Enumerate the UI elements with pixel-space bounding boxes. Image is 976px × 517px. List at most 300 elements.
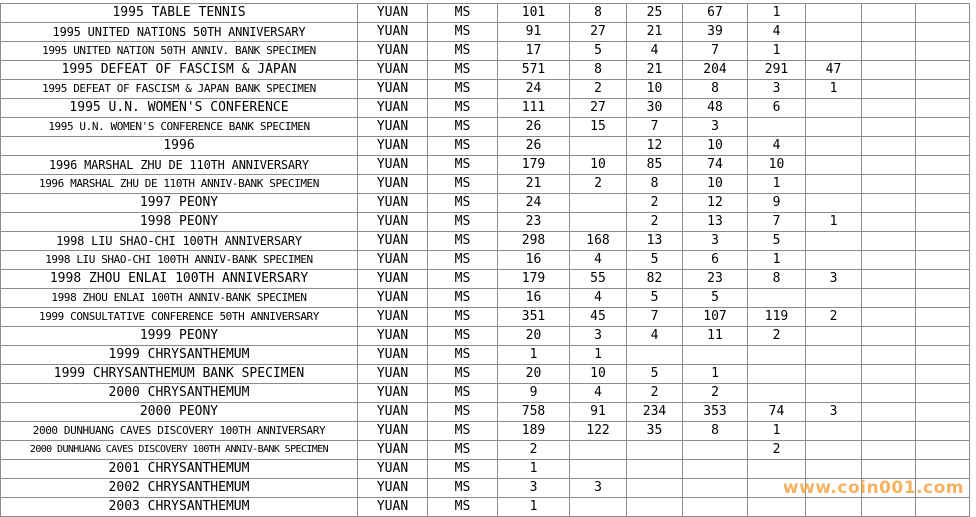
cell-grade-3: 67 xyxy=(683,4,748,23)
cell-empty xyxy=(916,384,970,403)
cell-grade-3: 3 xyxy=(683,118,748,137)
cell-grade-2: 30 xyxy=(627,99,683,118)
cell-grade-5 xyxy=(806,156,862,175)
cell-total: 1 xyxy=(498,460,570,479)
cell-type: MS xyxy=(428,156,498,175)
table-row xyxy=(1,365,970,384)
cell-empty xyxy=(916,194,970,213)
cell-grade-3: 12 xyxy=(683,194,748,213)
cell-grade-5 xyxy=(806,289,862,308)
cell-grade-4: 5 xyxy=(748,232,806,251)
cell-coin-name: 1995 TABLE TENNIS xyxy=(1,4,358,23)
cell-total: 16 xyxy=(498,251,570,270)
cell-empty xyxy=(916,80,970,99)
cell-denomination: YUAN xyxy=(358,384,428,403)
cell-grade-3 xyxy=(683,498,748,517)
cell-grade-2: 4 xyxy=(627,327,683,346)
cell-empty xyxy=(916,175,970,194)
cell-denomination: YUAN xyxy=(358,118,428,137)
cell-coin-name: 1995 UNITED NATION 50TH ANNIV. BANK SPECIMEN xyxy=(1,42,358,61)
cell-total: 3 xyxy=(498,479,570,498)
cell-total: 17 xyxy=(498,42,570,61)
cell-grade-1: 168 xyxy=(570,232,627,251)
cell-coin-name: 1995 U.N. WOMEN'S CONFERENCE BANK SPECIMEN xyxy=(1,118,358,137)
cell-grade-5 xyxy=(806,251,862,270)
cell-coin-name: 1998 ZHOU ENLAI 100TH ANNIVERSARY xyxy=(1,270,358,289)
cell-grade-5: 1 xyxy=(806,80,862,99)
cell-type: MS xyxy=(428,441,498,460)
cell-grade-2: 7 xyxy=(627,308,683,327)
table-row xyxy=(1,232,970,251)
cell-grade-2: 8 xyxy=(627,175,683,194)
cell-grade-1 xyxy=(570,498,627,517)
cell-empty xyxy=(862,365,916,384)
cell-grade-4: 6 xyxy=(748,99,806,118)
cell-grade-2: 10 xyxy=(627,80,683,99)
table-row xyxy=(1,156,970,175)
cell-total: 9 xyxy=(498,384,570,403)
cell-type: MS xyxy=(428,327,498,346)
cell-grade-2: 21 xyxy=(627,61,683,80)
cell-empty xyxy=(862,270,916,289)
cell-type: MS xyxy=(428,460,498,479)
cell-grade-5: 3 xyxy=(806,403,862,422)
cell-grade-5 xyxy=(806,42,862,61)
cell-empty xyxy=(916,23,970,42)
cell-grade-4 xyxy=(748,498,806,517)
cell-grade-2: 7 xyxy=(627,118,683,137)
cell-grade-2: 234 xyxy=(627,403,683,422)
cell-type: MS xyxy=(428,308,498,327)
cell-empty xyxy=(916,61,970,80)
cell-grade-3: 204 xyxy=(683,61,748,80)
cell-denomination: YUAN xyxy=(358,479,428,498)
cell-total: 24 xyxy=(498,80,570,99)
cell-grade-5 xyxy=(806,23,862,42)
cell-grade-3: 7 xyxy=(683,42,748,61)
cell-denomination: YUAN xyxy=(358,194,428,213)
cell-coin-name: 1997 PEONY xyxy=(1,194,358,213)
cell-denomination: YUAN xyxy=(358,80,428,99)
cell-type: MS xyxy=(428,403,498,422)
cell-grade-2: 12 xyxy=(627,137,683,156)
cell-empty xyxy=(862,441,916,460)
cell-grade-5 xyxy=(806,137,862,156)
table-row xyxy=(1,175,970,194)
cell-denomination: YUAN xyxy=(358,251,428,270)
cell-denomination: YUAN xyxy=(358,270,428,289)
cell-type: MS xyxy=(428,289,498,308)
cell-empty xyxy=(916,99,970,118)
cell-grade-2: 13 xyxy=(627,232,683,251)
cell-type: MS xyxy=(428,346,498,365)
cell-grade-4 xyxy=(748,346,806,365)
cell-grade-4: 2 xyxy=(748,327,806,346)
cell-grade-3: 74 xyxy=(683,156,748,175)
cell-grade-3: 8 xyxy=(683,422,748,441)
cell-empty xyxy=(916,460,970,479)
cell-empty xyxy=(916,346,970,365)
cell-grade-4 xyxy=(748,289,806,308)
table-row xyxy=(1,422,970,441)
cell-grade-3: 10 xyxy=(683,137,748,156)
cell-grade-5 xyxy=(806,232,862,251)
cell-empty xyxy=(916,270,970,289)
cell-grade-4 xyxy=(748,460,806,479)
cell-type: MS xyxy=(428,99,498,118)
cell-grade-2 xyxy=(627,346,683,365)
cell-grade-2: 35 xyxy=(627,422,683,441)
cell-grade-2: 5 xyxy=(627,251,683,270)
cell-grade-1: 10 xyxy=(570,365,627,384)
cell-total: 1 xyxy=(498,346,570,365)
cell-grade-1 xyxy=(570,137,627,156)
cell-total: 758 xyxy=(498,403,570,422)
cell-empty xyxy=(862,422,916,441)
cell-grade-1 xyxy=(570,441,627,460)
cell-denomination: YUAN xyxy=(358,4,428,23)
cell-grade-4: 74 xyxy=(748,403,806,422)
cell-coin-name: 1995 DEFEAT OF FASCISM & JAPAN xyxy=(1,61,358,80)
cell-total: 20 xyxy=(498,327,570,346)
table-row xyxy=(1,61,970,80)
cell-empty xyxy=(916,232,970,251)
cell-grade-4: 1 xyxy=(748,175,806,194)
cell-grade-1: 2 xyxy=(570,80,627,99)
cell-grade-4 xyxy=(748,118,806,137)
table-row xyxy=(1,194,970,213)
cell-grade-3 xyxy=(683,460,748,479)
cell-grade-3: 3 xyxy=(683,232,748,251)
cell-coin-name: 1996 MARSHAL ZHU DE 110TH ANNIV-BANK SPECIMEN xyxy=(1,175,358,194)
cell-grade-2 xyxy=(627,479,683,498)
cell-empty xyxy=(862,80,916,99)
cell-grade-1: 4 xyxy=(570,384,627,403)
cell-empty xyxy=(862,23,916,42)
cell-denomination: YUAN xyxy=(358,23,428,42)
cell-empty xyxy=(862,498,916,517)
cell-coin-name: 2003 CHRYSANTHEMUM xyxy=(1,498,358,517)
cell-type: MS xyxy=(428,175,498,194)
cell-grade-5 xyxy=(806,99,862,118)
cell-grade-5 xyxy=(806,441,862,460)
cell-empty xyxy=(862,42,916,61)
cell-type: MS xyxy=(428,213,498,232)
cell-grade-1 xyxy=(570,194,627,213)
cell-total: 111 xyxy=(498,99,570,118)
cell-coin-name: 2000 DUNHUANG CAVES DISCOVERY 100TH ANNIVERSARY xyxy=(1,422,358,441)
cell-grade-1: 3 xyxy=(570,479,627,498)
cell-grade-4: 1 xyxy=(748,42,806,61)
table-row xyxy=(1,80,970,99)
cell-grade-1: 8 xyxy=(570,61,627,80)
cell-type: MS xyxy=(428,23,498,42)
table-body xyxy=(1,4,970,517)
cell-grade-4: 1 xyxy=(748,422,806,441)
cell-grade-2: 82 xyxy=(627,270,683,289)
cell-empty xyxy=(862,194,916,213)
cell-grade-3: 6 xyxy=(683,251,748,270)
cell-grade-3 xyxy=(683,441,748,460)
cell-grade-1: 10 xyxy=(570,156,627,175)
cell-total: 23 xyxy=(498,213,570,232)
table-row xyxy=(1,403,970,422)
cell-total: 16 xyxy=(498,289,570,308)
cell-grade-1: 8 xyxy=(570,4,627,23)
cell-grade-1: 4 xyxy=(570,251,627,270)
cell-grade-2 xyxy=(627,460,683,479)
cell-grade-1: 4 xyxy=(570,289,627,308)
cell-denomination: YUAN xyxy=(358,346,428,365)
cell-coin-name: 1998 LIU SHAO-CHI 100TH ANNIVERSARY xyxy=(1,232,358,251)
cell-type: MS xyxy=(428,232,498,251)
table-row xyxy=(1,498,970,517)
cell-grade-5: 2 xyxy=(806,308,862,327)
cell-coin-name: 1996 xyxy=(1,137,358,156)
cell-grade-1 xyxy=(570,213,627,232)
cell-grade-5: 3 xyxy=(806,270,862,289)
cell-empty xyxy=(862,346,916,365)
cell-grade-4: 2 xyxy=(748,441,806,460)
cell-type: MS xyxy=(428,270,498,289)
cell-type: MS xyxy=(428,42,498,61)
cell-denomination: YUAN xyxy=(358,441,428,460)
cell-empty xyxy=(916,327,970,346)
cell-empty xyxy=(862,118,916,137)
cell-grade-4: 3 xyxy=(748,80,806,99)
cell-coin-name: 2000 CHRYSANTHEMUM xyxy=(1,384,358,403)
cell-total: 1 xyxy=(498,498,570,517)
cell-empty xyxy=(916,156,970,175)
table-row xyxy=(1,441,970,460)
table-row xyxy=(1,137,970,156)
cell-grade-2 xyxy=(627,441,683,460)
cell-grade-3: 1 xyxy=(683,365,748,384)
cell-grade-1: 15 xyxy=(570,118,627,137)
cell-denomination: YUAN xyxy=(358,156,428,175)
cell-total: 21 xyxy=(498,175,570,194)
cell-type: MS xyxy=(428,4,498,23)
cell-total: 179 xyxy=(498,156,570,175)
cell-coin-name: 2002 CHRYSANTHEMUM xyxy=(1,479,358,498)
table-row xyxy=(1,384,970,403)
cell-grade-1: 55 xyxy=(570,270,627,289)
table-row xyxy=(1,251,970,270)
cell-type: MS xyxy=(428,498,498,517)
cell-empty xyxy=(916,4,970,23)
table-row xyxy=(1,270,970,289)
cell-grade-3: 107 xyxy=(683,308,748,327)
cell-grade-5 xyxy=(806,346,862,365)
cell-coin-name: 1995 U.N. WOMEN'S CONFERENCE xyxy=(1,99,358,118)
table-row xyxy=(1,213,970,232)
cell-grade-1: 2 xyxy=(570,175,627,194)
cell-empty xyxy=(916,403,970,422)
cell-empty xyxy=(916,137,970,156)
cell-total: 101 xyxy=(498,4,570,23)
cell-grade-1: 3 xyxy=(570,327,627,346)
cell-type: MS xyxy=(428,479,498,498)
cell-grade-2: 5 xyxy=(627,289,683,308)
table-row xyxy=(1,42,970,61)
cell-denomination: YUAN xyxy=(358,460,428,479)
cell-grade-5 xyxy=(806,194,862,213)
cell-grade-4: 4 xyxy=(748,137,806,156)
cell-grade-4: 291 xyxy=(748,61,806,80)
cell-grade-1: 1 xyxy=(570,346,627,365)
cell-empty xyxy=(862,156,916,175)
table-row xyxy=(1,308,970,327)
cell-grade-5: 47 xyxy=(806,61,862,80)
cell-empty xyxy=(862,232,916,251)
cell-grade-4: 4 xyxy=(748,23,806,42)
cell-grade-4: 1 xyxy=(748,251,806,270)
cell-total: 24 xyxy=(498,194,570,213)
cell-grade-1: 122 xyxy=(570,422,627,441)
cell-grade-5 xyxy=(806,460,862,479)
cell-grade-2: 5 xyxy=(627,365,683,384)
cell-denomination: YUAN xyxy=(358,99,428,118)
cell-denomination: YUAN xyxy=(358,42,428,61)
table-row xyxy=(1,460,970,479)
cell-denomination: YUAN xyxy=(358,232,428,251)
cell-empty xyxy=(862,175,916,194)
cell-grade-3: 39 xyxy=(683,23,748,42)
cell-grade-3: 11 xyxy=(683,327,748,346)
cell-grade-5 xyxy=(806,498,862,517)
cell-grade-5 xyxy=(806,4,862,23)
cell-grade-5: 1 xyxy=(806,213,862,232)
cell-denomination: YUAN xyxy=(358,175,428,194)
cell-empty xyxy=(916,365,970,384)
cell-coin-name: 1999 CONSULTATIVE CONFERENCE 50TH ANNIVERSARY xyxy=(1,308,358,327)
cell-type: MS xyxy=(428,80,498,99)
cell-empty xyxy=(862,61,916,80)
cell-coin-name: 2000 DUNHUANG CAVES DISCOVERY 100TH ANNIV-BANK SPECIMEN xyxy=(1,441,358,460)
cell-total: 20 xyxy=(498,365,570,384)
cell-total: 2 xyxy=(498,441,570,460)
cell-empty xyxy=(862,4,916,23)
cell-empty xyxy=(916,213,970,232)
cell-grade-5 xyxy=(806,422,862,441)
cell-coin-name: 2001 CHRYSANTHEMUM xyxy=(1,460,358,479)
cell-coin-name: 1998 LIU SHAO-CHI 100TH ANNIV-BANK SPECIMEN xyxy=(1,251,358,270)
cell-grade-5 xyxy=(806,175,862,194)
cell-total: 298 xyxy=(498,232,570,251)
cell-grade-3: 2 xyxy=(683,384,748,403)
cell-coin-name: 1999 CHRYSANTHEMUM BANK SPECIMEN xyxy=(1,365,358,384)
cell-grade-2 xyxy=(627,498,683,517)
table-row xyxy=(1,327,970,346)
cell-grade-2: 2 xyxy=(627,384,683,403)
cell-grade-4 xyxy=(748,384,806,403)
cell-denomination: YUAN xyxy=(358,498,428,517)
cell-grade-1: 91 xyxy=(570,403,627,422)
cell-empty xyxy=(862,384,916,403)
cell-denomination: YUAN xyxy=(358,213,428,232)
table-row xyxy=(1,289,970,308)
cell-denomination: YUAN xyxy=(358,327,428,346)
cell-empty xyxy=(916,422,970,441)
cell-coin-name: 1998 PEONY xyxy=(1,213,358,232)
cell-empty xyxy=(916,289,970,308)
cell-grade-2: 85 xyxy=(627,156,683,175)
cell-grade-2: 2 xyxy=(627,213,683,232)
cell-total: 179 xyxy=(498,270,570,289)
cell-coin-name: 1996 MARSHAL ZHU DE 110TH ANNIVERSARY xyxy=(1,156,358,175)
cell-type: MS xyxy=(428,422,498,441)
table-row xyxy=(1,118,970,137)
cell-grade-4 xyxy=(748,365,806,384)
cell-empty xyxy=(862,403,916,422)
cell-grade-4: 7 xyxy=(748,213,806,232)
cell-denomination: YUAN xyxy=(358,422,428,441)
cell-grade-3: 8 xyxy=(683,80,748,99)
cell-grade-2: 21 xyxy=(627,23,683,42)
cell-empty xyxy=(862,289,916,308)
cell-grade-5 xyxy=(806,365,862,384)
population-report-table xyxy=(0,3,970,517)
table-row xyxy=(1,99,970,118)
cell-grade-3: 23 xyxy=(683,270,748,289)
cell-grade-3 xyxy=(683,479,748,498)
cell-type: MS xyxy=(428,365,498,384)
cell-coin-name: 1999 CHRYSANTHEMUM xyxy=(1,346,358,365)
cell-denomination: YUAN xyxy=(358,289,428,308)
cell-denomination: YUAN xyxy=(358,308,428,327)
cell-grade-1: 27 xyxy=(570,99,627,118)
cell-type: MS xyxy=(428,194,498,213)
cell-type: MS xyxy=(428,137,498,156)
cell-type: MS xyxy=(428,251,498,270)
table-row xyxy=(1,4,970,23)
table-row xyxy=(1,23,970,42)
cell-grade-3: 13 xyxy=(683,213,748,232)
cell-grade-2: 2 xyxy=(627,194,683,213)
cell-grade-4: 9 xyxy=(748,194,806,213)
cell-grade-4: 10 xyxy=(748,156,806,175)
cell-total: 26 xyxy=(498,118,570,137)
cell-empty xyxy=(862,460,916,479)
cell-coin-name: 1995 DEFEAT OF FASCISM & JAPAN BANK SPECIMEN xyxy=(1,80,358,99)
table-row xyxy=(1,346,970,365)
cell-grade-3: 48 xyxy=(683,99,748,118)
cell-grade-5 xyxy=(806,327,862,346)
cell-empty xyxy=(916,441,970,460)
cell-grade-1: 27 xyxy=(570,23,627,42)
cell-coin-name: 2000 PEONY xyxy=(1,403,358,422)
cell-denomination: YUAN xyxy=(358,365,428,384)
cell-grade-1: 45 xyxy=(570,308,627,327)
cell-empty xyxy=(862,327,916,346)
cell-denomination: YUAN xyxy=(358,61,428,80)
cell-total: 571 xyxy=(498,61,570,80)
cell-empty xyxy=(916,308,970,327)
cell-grade-2: 4 xyxy=(627,42,683,61)
cell-type: MS xyxy=(428,61,498,80)
cell-coin-name: 1999 PEONY xyxy=(1,327,358,346)
cell-empty xyxy=(916,251,970,270)
cell-grade-3 xyxy=(683,346,748,365)
cell-empty xyxy=(916,42,970,61)
cell-total: 26 xyxy=(498,137,570,156)
cell-coin-name: 1995 UNITED NATIONS 50TH ANNIVERSARY xyxy=(1,23,358,42)
cell-empty xyxy=(862,308,916,327)
cell-empty xyxy=(862,99,916,118)
cell-empty xyxy=(916,498,970,517)
cell-grade-3: 353 xyxy=(683,403,748,422)
cell-empty xyxy=(862,213,916,232)
